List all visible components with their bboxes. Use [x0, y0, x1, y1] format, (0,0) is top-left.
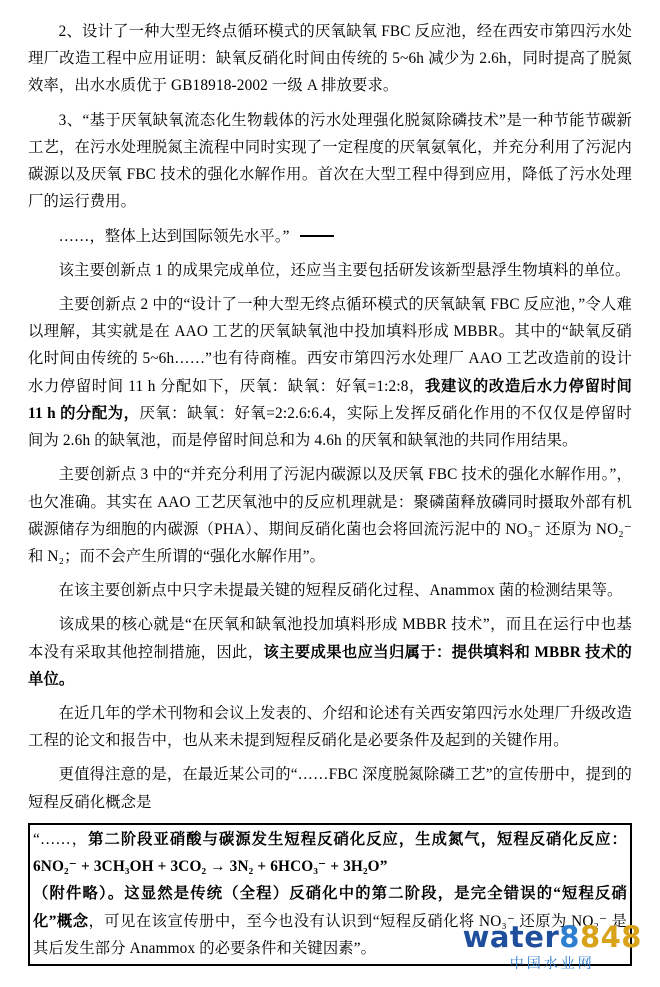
paragraph-innovation-1: 该主要创新点 1 的成果完成单位，还应当主要包括研发该新型悬浮生物填料的单位。 — [58, 261, 631, 279]
innovation-2-part1: 主要创新点 2 中的“设计了一种大型无终点循环模式的厌氧缺氧 FBC 反应池，”令人难以理解，其实就是在 AAO 工艺的厌氧缺氧池中投加填料形成 MBBR。其中的“缺氧反硝化时间由传统的 5~6h……”也有待商榷。西安市第四污水处理厂 AAO 工艺改造前的设计水力停留时间 11 h 分配如下，厌氧：缺氧：好氧=1:2:8， — [28, 295, 632, 395]
boxed-quote-bold-1: 第二阶段亚硝酸与碳源发生短程反硝化反应，生成氮气，短程反硝化反应： — [88, 830, 628, 848]
innovation-2-part2: 厌氧：缺氧：好氧=2:2.6:6.4，实际上发挥反硝化作用的不仅仅是停留时间为 2.6h 的缺氧池，而是停留时间总和为 4.6h 的厌氧和缺氧池的共同作用结果。 — [28, 404, 632, 450]
watermark-digits-848: 848 — [579, 920, 642, 954]
innovation-2-bold-recommendation: 我建议的改造后水力停留时间 11 h 的分配为， — [28, 377, 632, 422]
paragraph-quote-level — [28, 223, 632, 250]
boxed-quote-line-2 — [33, 880, 627, 962]
core-result-part1: 该成果的核心就是“在厌氧和缺氧池投加填料形成 MBBR 技术”，而且在运行中也基本没有采取其他控制措施，因此， — [28, 616, 632, 661]
core-result-bold-attribution: 该主要成果也应当归属于：提供填料和 MBBR 技术的单位。 — [28, 643, 632, 688]
handwritten-dash-mark — [300, 235, 334, 237]
paragraph-detection-missing: 在该主要创新点中只字未提最关键的短程反硝化过程、Anammox 菌的检测结果等。 — [58, 582, 623, 600]
paragraph-papers-never-mentioned: 在近几年的学术刊物和会议上发表的、介绍和论述有关西安第四污水处理厂升级改造工程的论文和报告中，也从来未提到短程反硝化是必要条件及起到的关键作用。 — [28, 705, 632, 750]
boxed-quote-line-1 — [33, 826, 627, 880]
paragraph-brochure-lead — [28, 761, 632, 815]
paragraph-innovation-3: 主要创新点 3 中的“并充分利用了污泥内碳源以及厌氧 FBC 技术的强化水解作用。”，也欠准确。其实在 AAO 工艺厌氧池中的反应机理就是：聚磷菌释放磷同时摄取外部有机碳源储存为细胞的内碳源（PHA）、期间反硝化菌也会将回流污泥中的 NO₃⁻ 还原为 NO₂⁻ 和 N₂；而不会产生所谓的“强化水解作用”。 — [28, 466, 632, 565]
denitrification-formula: 6NO₂⁻ + 3CH₃OH + 3CO₂ → 3N₂ + 6HCO₃⁻ + 3H₂O” — [33, 858, 388, 876]
watermark-word-water: water — [462, 920, 560, 954]
brochure-lead-text: 更值得注意的是，在最近某公司的“……FBC 深度脱氮除磷工艺”的宣传册中，提到的短程反硝化概念是 — [28, 766, 632, 811]
brochure-tail-text: ，可见在该宣传册中，至今也没有认识到“短程反硝化将 NO₃⁻ 还原为 NO₂⁻ 是其后发生部分 Anammox 的必要条件和关键因素”。 — [33, 912, 627, 957]
paragraph-core-result — [28, 611, 632, 693]
paragraph-item-3: 3、“基于厌氧缺氧流态化生物载体的污水处理强化脱氮除磷技术”是一种节能节碳新工艺，在污水处理脱氮主流程中同时实现了一定程度的厌氧氨氧化，并充分利用了污泥内碳源以及厌氧 FBC 技术的强化水解作用。首次在大型工程中得到应用，降低了污水处理厂的运行费用。 — [28, 111, 632, 211]
quote-level-text: ……，整体上达到国际领先水平。” — [58, 227, 290, 245]
highlighted-boxed-quote — [28, 823, 632, 966]
watermark-subtitle: 中国水业网 — [509, 955, 595, 971]
watermark-digit-8: 8 — [559, 920, 580, 954]
boxed-quote-bold-2: （附件略）。这显然是传统（全程）反硝化中的第二阶段，是完全错误的“短程反硝化”概念 — [33, 885, 627, 930]
paragraph-item-2: 2、设计了一种大型无终点循环模式的厌氧缺氧 FBC 反应池，经在西安市第四污水处理厂改造工程中应用证明：缺氧反硝化时间由传统的 5~6h 减少为 2.6h，同时提高了脱氮效率，出水水质优于 GB18918-2002 一级 A 排放要求。 — [28, 23, 632, 95]
boxed-quote-prefix: “……， — [33, 830, 89, 848]
paragraph-innovation-2 — [28, 291, 632, 454]
